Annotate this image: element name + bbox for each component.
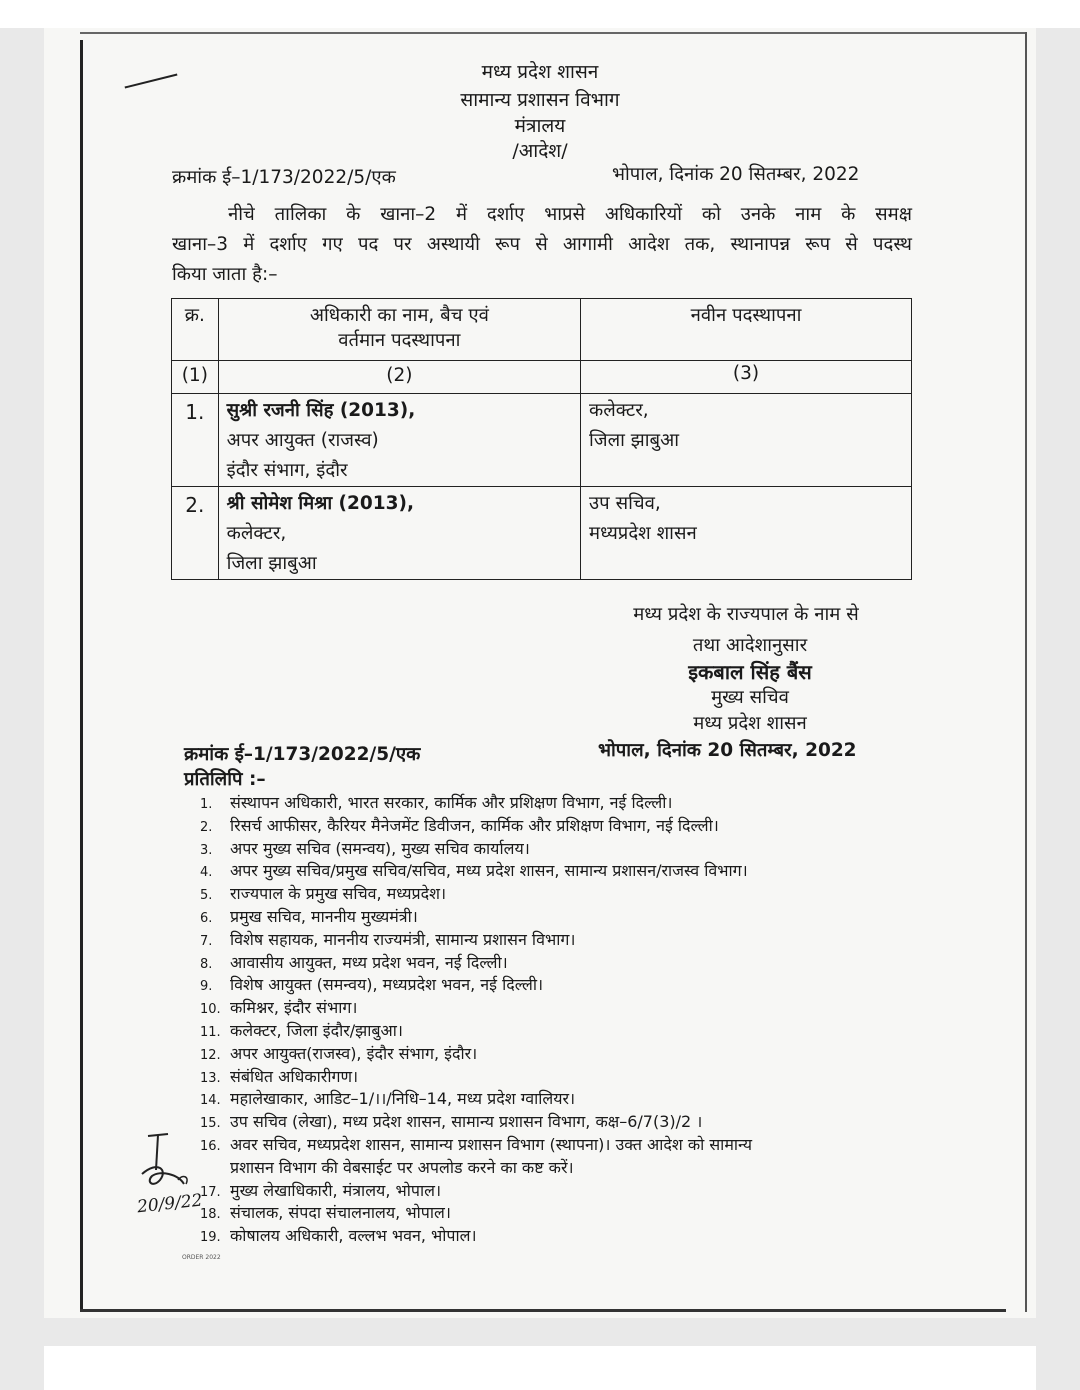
row-new-posting	[581, 394, 912, 487]
list-item	[200, 997, 910, 1020]
list-item-continuation: प्रशासन विभाग की वेबसाईट पर अपलोड करने का कष्ट करें।	[230, 1157, 574, 1177]
copy-label: प्रतिलिपि :–	[184, 769, 266, 790]
list-item	[200, 815, 910, 838]
list-item-text: प्रमुख सचिव, माननीय मुख्यमंत्री।	[230, 906, 418, 926]
current-post-line1: अपर आयुक्त (राजस्व)	[226, 430, 379, 451]
new-post-line2: मध्यप्रदेश शासन	[589, 523, 697, 544]
new-post-line1: कलेक्टर,	[589, 400, 649, 421]
intro-line-2: खाना–3 में दर्शाए गए पद पर अस्थायी रूप से आगामी आदेश तक, स्थानापन्न रूप से पदस्थ	[172, 234, 912, 255]
scan-border-bottom	[80, 1309, 1006, 1312]
list-item	[200, 1020, 910, 1043]
list-item-text: कोषालय अधिकारी, वल्लभ भवन, भोपाल।	[230, 1226, 477, 1246]
list-item	[200, 1225, 910, 1248]
list-item-number: 3.	[200, 842, 213, 858]
intro-line-1: नीचे तालिका के खाना–2 में दर्शाए भाप्रसे अधिकारियों को उनके नाम के समक्ष	[228, 204, 912, 225]
numbering-col1: (1)	[172, 361, 219, 394]
header-sn: क्र.	[172, 299, 219, 361]
row-sn: 1.	[172, 394, 219, 487]
current-post-line1: कलेक्टर,	[226, 523, 287, 544]
list-item	[200, 792, 910, 815]
list-item	[200, 860, 910, 883]
row-officer	[218, 487, 580, 580]
list-item-number: 9.	[200, 979, 213, 995]
officer-name: श्री सोमेश मिश्रा (2013),	[226, 493, 414, 514]
signatory-designation: मुख्य सचिव	[711, 687, 789, 708]
table-row	[172, 487, 912, 580]
officer-name: सुश्री रजनी सिंह (2013),	[226, 400, 416, 421]
header-ministry: मंत्रालय	[514, 115, 566, 137]
table-numbering-row	[172, 361, 912, 394]
list-item-number: 1.	[200, 797, 213, 812]
list-item	[200, 974, 910, 997]
list-item-number: 16.	[200, 1138, 221, 1154]
list-item-text: अवर सचिव, मध्यप्रदेश शासन, सामान्य प्रशासन विभाग (स्थापना)। उक्त आदेश को सामान्य	[230, 1134, 753, 1154]
scan-border-top	[80, 32, 1026, 34]
list-item-number: 15.	[200, 1116, 221, 1132]
header-new-posting: नवीन पदस्थापना	[581, 299, 912, 361]
signatory-authority-line1: मध्य प्रदेश के राज्यपाल के नाम से	[633, 604, 859, 625]
list-item	[200, 883, 910, 906]
header-order: /आदेश/	[512, 140, 568, 162]
signatory-office: मध्य प्रदेश शासन	[693, 713, 807, 734]
list-item-text: अपर आयुक्त(राजस्व), इंदौर संभाग, इंदौर।	[230, 1043, 478, 1063]
table-row	[172, 394, 912, 487]
order-number: क्रमांक ई–1/173/2022/5/एक	[172, 167, 396, 188]
list-item-text: अपर मुख्य सचिव (समन्वय), मुख्य सचिव कार्यालय।	[230, 838, 530, 858]
list-item	[200, 838, 910, 861]
list-item-text: कलेक्टर, जिला इंदौर/झाबुआ।	[230, 1020, 403, 1040]
next-page-panel	[44, 1346, 1036, 1390]
row-sn: 2.	[172, 487, 219, 580]
list-item-number: 10.	[200, 1002, 221, 1018]
list-item-number: 19.	[200, 1230, 221, 1246]
header-government: मध्य प्रदेश शासन	[481, 61, 599, 83]
list-item-number: 7.	[200, 933, 213, 949]
list-item	[200, 1043, 910, 1066]
copy-order-number: क्रमांक ई–1/173/2022/5/एक	[184, 744, 421, 765]
new-post-line2: जिला झाबुआ	[589, 430, 680, 451]
list-item-text: महालेखाकार, आडिट–1/।।/निधि–14, मध्य प्रदेश ग्वालियर।	[230, 1089, 576, 1109]
list-item-number: 13.	[200, 1070, 221, 1086]
header-officer	[218, 299, 580, 361]
header-officer-line2: वर्तमान पदस्थापना	[338, 330, 461, 351]
list-item-text: अपर मुख्य सचिव/प्रमुख सचिव/सचिव, मध्य प्रदेश शासन, सामान्य प्रशासन/राजस्व विभाग।	[230, 861, 748, 881]
list-item-number: 8.	[200, 956, 213, 972]
list-item-number: 12.	[200, 1047, 221, 1063]
posting-table	[171, 298, 912, 580]
numbering-col2: (2)	[218, 361, 580, 394]
list-item-number: 4.	[200, 865, 213, 881]
header-officer-line1: अधिकारी का नाम, बैच एवं	[309, 305, 489, 326]
list-item	[200, 952, 910, 975]
intro-paragraph	[172, 200, 912, 290]
list-item-text: संस्थापन अधिकारी, भारत सरकार, कार्मिक और प्रशिक्षण विभाग, नई दिल्ली।	[230, 793, 673, 812]
list-item-number: 14.	[200, 1093, 221, 1109]
numbering-col3: (3)	[581, 361, 912, 394]
list-item-text: कमिश्नर, इंदौर संभाग।	[230, 998, 358, 1018]
list-item-number: 17.	[200, 1184, 221, 1200]
list-item	[200, 1180, 910, 1203]
list-item	[200, 906, 910, 929]
table-header-row	[172, 299, 912, 361]
list-item-number: 2.	[200, 819, 213, 835]
list-item-number: 18.	[200, 1207, 221, 1223]
handwritten-date: 20/9/22	[136, 1190, 204, 1218]
copy-recipients-list	[200, 792, 910, 1248]
list-item	[200, 1134, 910, 1157]
list-item-text: संबंधित अधिकारीगण।	[230, 1066, 359, 1086]
list-item	[200, 1111, 910, 1134]
signatory-name: इकबाल सिंह बैंस	[688, 660, 812, 684]
list-item-text: विशेष आयुक्त (समन्वय), मध्यप्रदेश भवन, नई दिल्ली।	[230, 975, 544, 995]
list-item-text: आवासीय आयुक्त, मध्य प्रदेश भवन, नई दिल्ली।	[230, 952, 508, 972]
signatory-authority-line2: तथा आदेशानुसार	[692, 635, 808, 656]
current-post-line2: इंदौर संभाग, इंदौर	[226, 460, 348, 481]
header-department: सामान्य प्रशासन विभाग	[460, 89, 620, 111]
new-post-line1: उप सचिव,	[589, 493, 661, 514]
list-item-text: विशेष सहायक, माननीय राज्यमंत्री, सामान्य प्रशासन विभाग।	[230, 929, 576, 949]
viewer-top-strip	[0, 0, 1080, 28]
list-item-text: मुख्य लेखाधिकारी, मंत्रालय, भोपाल।	[230, 1180, 442, 1200]
scan-border-right	[1025, 32, 1027, 1312]
copy-order-date: भोपाल, दिनांक 20 सितम्बर, 2022	[598, 740, 857, 761]
list-item-number: 5.	[200, 888, 213, 904]
row-officer	[218, 394, 580, 487]
list-item-text: राज्यपाल के प्रमुख सचिव, मध्यप्रदेश।	[230, 884, 447, 904]
list-item-text: संचालक, संपदा संचालनालय, भोपाल।	[230, 1203, 451, 1223]
scan-border-left	[80, 40, 83, 1312]
intro-line-3: किया जाता है:–	[172, 264, 278, 285]
list-item-text: उप सचिव (लेखा), मध्य प्रदेश शासन, सामान्य प्रशासन विभाग, कक्ष–6/7(3)/2 ।	[230, 1112, 703, 1132]
list-item	[200, 1202, 910, 1225]
list-item	[200, 929, 910, 952]
order-date: भोपाल, दिनांक 20 सितम्बर, 2022	[612, 164, 860, 185]
row-new-posting	[581, 487, 912, 580]
list-item	[200, 1088, 910, 1111]
list-item-number: 11.	[200, 1024, 221, 1040]
footer-code: ORDER 2022	[182, 1254, 221, 1261]
current-post-line2: जिला झाबुआ	[226, 553, 317, 574]
list-item	[200, 1066, 910, 1089]
list-item-number: 6.	[200, 910, 213, 926]
list-item-text: रिसर्च आफीसर, कैरियर मैनेजमेंट डिवीजन, कार्मिक और प्रशिक्षण विभाग, नई दिल्ली।	[230, 815, 719, 835]
